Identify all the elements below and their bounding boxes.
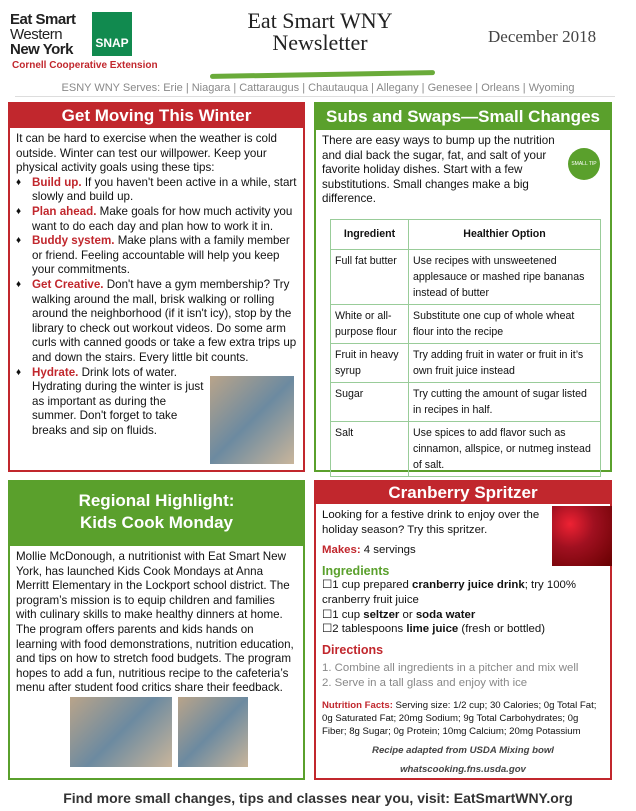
subs-swaps-section [314, 102, 612, 472]
divider [15, 96, 615, 97]
tip-item: ♦ Plan ahead. Make goals for how much activity you want to do each day and plan how to work it in. [16, 205, 297, 234]
intro-text: It can be hard to exercise when the weather is cold outside. Winter can test our willpower. Keep your physical activity goals using these tips: [16, 132, 278, 175]
servings: Makes: 4 servings [322, 544, 416, 557]
ingredient-item: ☐1 cup seltzer or soda water [322, 608, 476, 621]
tip-item: ♦ Buddy system. Make plans with a family member or friend. Feeling accountable will help you keep your commitments. [16, 234, 297, 278]
ingredient-item: ☐2 tablespoons lime juice (fresh or bottled) [322, 623, 545, 636]
direction-step: 1. Combine all ingredients in a pitcher and mix well [322, 662, 579, 675]
cranberries-photo [552, 506, 612, 566]
newsletter-title: Eat Smart WNY Newsletter [247, 8, 393, 55]
section-title: Get Moving This Winter [10, 104, 303, 128]
cranberry-spritzer-recipe [314, 480, 612, 780]
table-row: Full fat butter Use recipes with unsweetened applesauce or mashed ripe bananas instead of butter [331, 249, 601, 304]
snap-logo: SNAP [92, 12, 132, 56]
directions-heading: Directions [322, 642, 384, 657]
org-name: Cornell Cooperative Extension [12, 60, 158, 71]
ingredient-item: ☐1 cup prepared cranberry juice drink; try 100% cranberry fruit juice [322, 579, 576, 606]
regional-highlight-section [8, 480, 305, 780]
table-row: White or all-purpose flour Substitute one cup of whole wheat flour into the recipe [331, 304, 601, 343]
nutrition-facts: Nutrition Facts: Serving size: 1/2 cup; 30 Calories; 0g Total Fat; 0g Saturated Fat; 20mg Sodium; 9g Total Carbohydrates; 0g Fiber; 8g Sugar; 0g Protein; 10mg Calcium; 20mg Potassium [322, 699, 597, 737]
column-header: Healthier Option [409, 219, 601, 249]
table-row: Salt Use spices to add flavor such as cinnamon, allspice, or nutmeg instead of salt. [331, 421, 601, 476]
section-title: Regional Highlight: Kids Cook Monday [10, 482, 303, 546]
tip-item: ♦ Get Creative. Don't have a gym membership? Try walking around the mall, brisk walking or rolling around the neighborhood (if it isn't icy), stop by the library to check out workout videos. Do some arm curls with canned goods or take a few extra trips up and down the stairs. Every little bit counts. [16, 278, 297, 366]
recipe-credit: Recipe adapted from USDA Mixing bowl [372, 744, 554, 756]
tip-item: ♦ Hydrate. Drink lots of water. Hydrating during the winter is just as important as during the summer. Don't forget to take breaks and sip on fluids. [16, 366, 211, 439]
highlight-text: Mollie McDonough, a nutritionist with Eat Smart New York, has launched Kids Cook Mondays at Anna Merritt Elementary in the Lockport school district. The program’s mission is to equip children and families with culinary skills to make healthy dinners at home. The program offers parents and kids hands on learning with food demonstrations, nutrition education, and tips on how to stretch food budgets. The program hopes to add a fun, nutritious recipe to the cafeteria’s menu after student food critics share their feedback. [16, 550, 294, 695]
logo: Eat Smart Western New York [10, 11, 76, 58]
tip-item: ♦ Build up. If you haven't been active in a while, start slowly and build up. [16, 176, 297, 205]
table-row: Fruit in heavy syrup Try adding fruit in water or fruit in it’s own fruit juice instead [331, 343, 601, 382]
ingredients-heading: Ingredients [322, 563, 390, 578]
intro-text: There are easy ways to bump up the nutrition and dial back the sugar, fat, and salt of your favorite holiday dishes. Start with a few substitutions. Small changes make a big difference. [322, 134, 555, 206]
exercise-photo [210, 376, 294, 464]
section-title: Subs and Swaps—Small Changes [316, 104, 610, 130]
direction-step: 2. Serve in a tall glass and enjoy with ice [322, 676, 528, 689]
recipe-intro: Looking for a festive drink to enjoy over the holiday season? Try this spritzer. [322, 509, 540, 536]
recipe-source-link[interactable]: whatscooking.fns.usda.gov [400, 763, 526, 775]
substitution-table [330, 219, 601, 477]
kids-cooking-photo [70, 697, 172, 767]
service-counties: ESNY WNY Serves: Erie | Niagara | Cattaraugus | Chautauqua | Allegany | Genesee | Orleans | Wyoming [61, 82, 575, 94]
footer-cta: Find more small changes, tips and classes near you, visit: EatSmartWNY.org [63, 790, 573, 806]
table-row: Sugar Try cutting the amount of sugar listed in recipes in half. [331, 382, 601, 421]
kids-cooking-photo [178, 697, 248, 767]
small-changes-badge: SMALL TIP TODAY CHANGE [568, 148, 600, 180]
title-underline [210, 70, 435, 79]
issue-date: December 2018 [488, 27, 597, 46]
get-moving-section [8, 102, 305, 472]
recipe-title: Cranberry Spritzer [316, 482, 610, 504]
column-header: Ingredient [331, 219, 409, 249]
